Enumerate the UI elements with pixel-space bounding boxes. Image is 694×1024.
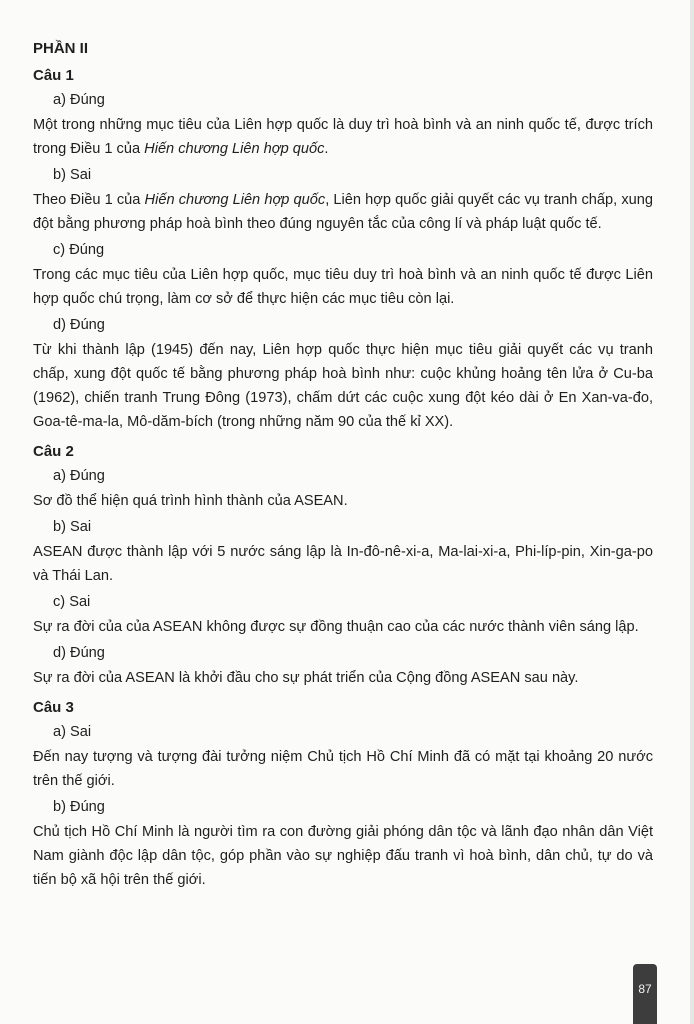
page-number-tab [633,964,657,1024]
document-title-italic: Hiến chương Liên hợp quốc [144,192,326,208]
answer-explanation [33,666,653,690]
answer-item [33,315,653,434]
answer-label: a) Đúng [53,468,105,484]
answer-item [33,240,653,311]
answer-item [33,165,653,236]
answer-item [33,517,653,588]
answer-explanation [33,263,653,311]
answer-label: a) Sai [53,724,92,740]
question-block [33,698,653,892]
question-block [33,442,653,690]
answer-item [33,466,653,513]
text-segment: Chủ tịch Hồ Chí Minh là người tìm ra con đường giải phóng dân tộc và lãnh đạo nhân dân Việt Nam giành độc lập dân tộc, góp phần vào sự nghiệp đấu tranh vì hoà bình, dân chủ, tự do và tiến bộ xã hội trên thế giới. [33,824,653,888]
text-segment: Một trong những mục tiêu của Liên hợp quốc là duy trì hoà bình và an ninh quốc tế, được trích trong Điều 1 của [33,117,653,157]
answer-label: b) Sai [53,519,92,535]
text-segment: Sự ra đời của của ASEAN không được sự đồng thuận cao của các nước thành viên sáng lập. [33,619,639,635]
document-page [33,38,653,900]
text-segment: Sự ra đời của ASEAN là khởi đầu cho sự phát triển của Cộng đồng ASEAN sau này. [33,670,579,686]
answer-explanation [33,745,653,793]
text-segment: ASEAN được thành lập với 5 nước sáng lập là In-đô-nê-xi-a, Ma-lai-xi-a, Phi-líp-pin, Xin-ga-po và Thái Lan. [33,544,653,584]
answer-label: a) Đúng [53,92,105,108]
question-heading: Câu 1 [33,67,74,84]
answer-explanation [33,489,653,513]
question-heading: Câu 2 [33,443,74,460]
text-segment: . [324,141,329,157]
text-segment: Sơ đồ thể hiện quá trình hình thành của ASEAN. [33,493,348,509]
answer-label: d) Đúng [53,317,105,333]
text-segment: Từ khi thành lập (1945) đến nay, Liên hợp quốc thực hiện mục tiêu giải quyết các vụ tranh chấp, xung đột quốc tế bằng phương pháp hoà bình như: cuộc khủng hoảng tên lửa ở Cu-ba (1962), chiến tranh Trung Đông (1973), chấm dứt các cuộc xung đột kéo dài ở En Xan-va-đo, Goa-tê-ma-la, Mô-dăm-bích (trong những năm 90 của thế kỉ XX). [33,342,653,430]
document-title-italic: Hiến chương Liên hợp quốc [144,141,325,157]
answer-item [33,643,653,690]
answer-item [33,90,653,161]
answer-explanation [33,188,653,236]
text-segment: Trong các mục tiêu của Liên hợp quốc, mục tiêu duy trì hoà bình và an ninh quốc tế được Liên hợp quốc chú trọng, làm cơ sở để thực hiện các mục tiêu còn lại. [33,267,653,307]
answer-explanation [33,338,653,434]
answer-explanation [33,113,653,161]
answer-item [33,797,653,892]
question-heading: Câu 3 [33,699,74,716]
answer-label: c) Đúng [53,242,105,258]
answer-label: d) Đúng [53,645,105,661]
page-number: 87 [638,982,652,996]
text-segment: Đến nay tượng và tượng đài tưởng niệm Chủ tịch Hồ Chí Minh đã có mặt tại khoảng 20 nước trên thế giới. [33,749,653,789]
answer-label: b) Sai [53,167,92,183]
answer-explanation [33,820,653,892]
page-edge [690,0,694,1024]
answer-explanation [33,615,653,639]
answer-item [33,592,653,639]
part-title: PHẦN II [33,40,89,57]
questions-list [33,66,653,892]
text-segment: Theo Điều 1 của [33,192,145,208]
answer-label: c) Sai [53,594,91,610]
question-block [33,66,653,434]
answer-item [33,722,653,793]
answer-explanation [33,540,653,588]
answer-label: b) Đúng [53,799,105,815]
text-segment: , Liên hợp quốc giải quyết các vụ tranh chấp, xung đột bằng phương pháp hoà bình theo đúng nguyên tắc của công lí và pháp luật quốc tế. [33,192,653,232]
